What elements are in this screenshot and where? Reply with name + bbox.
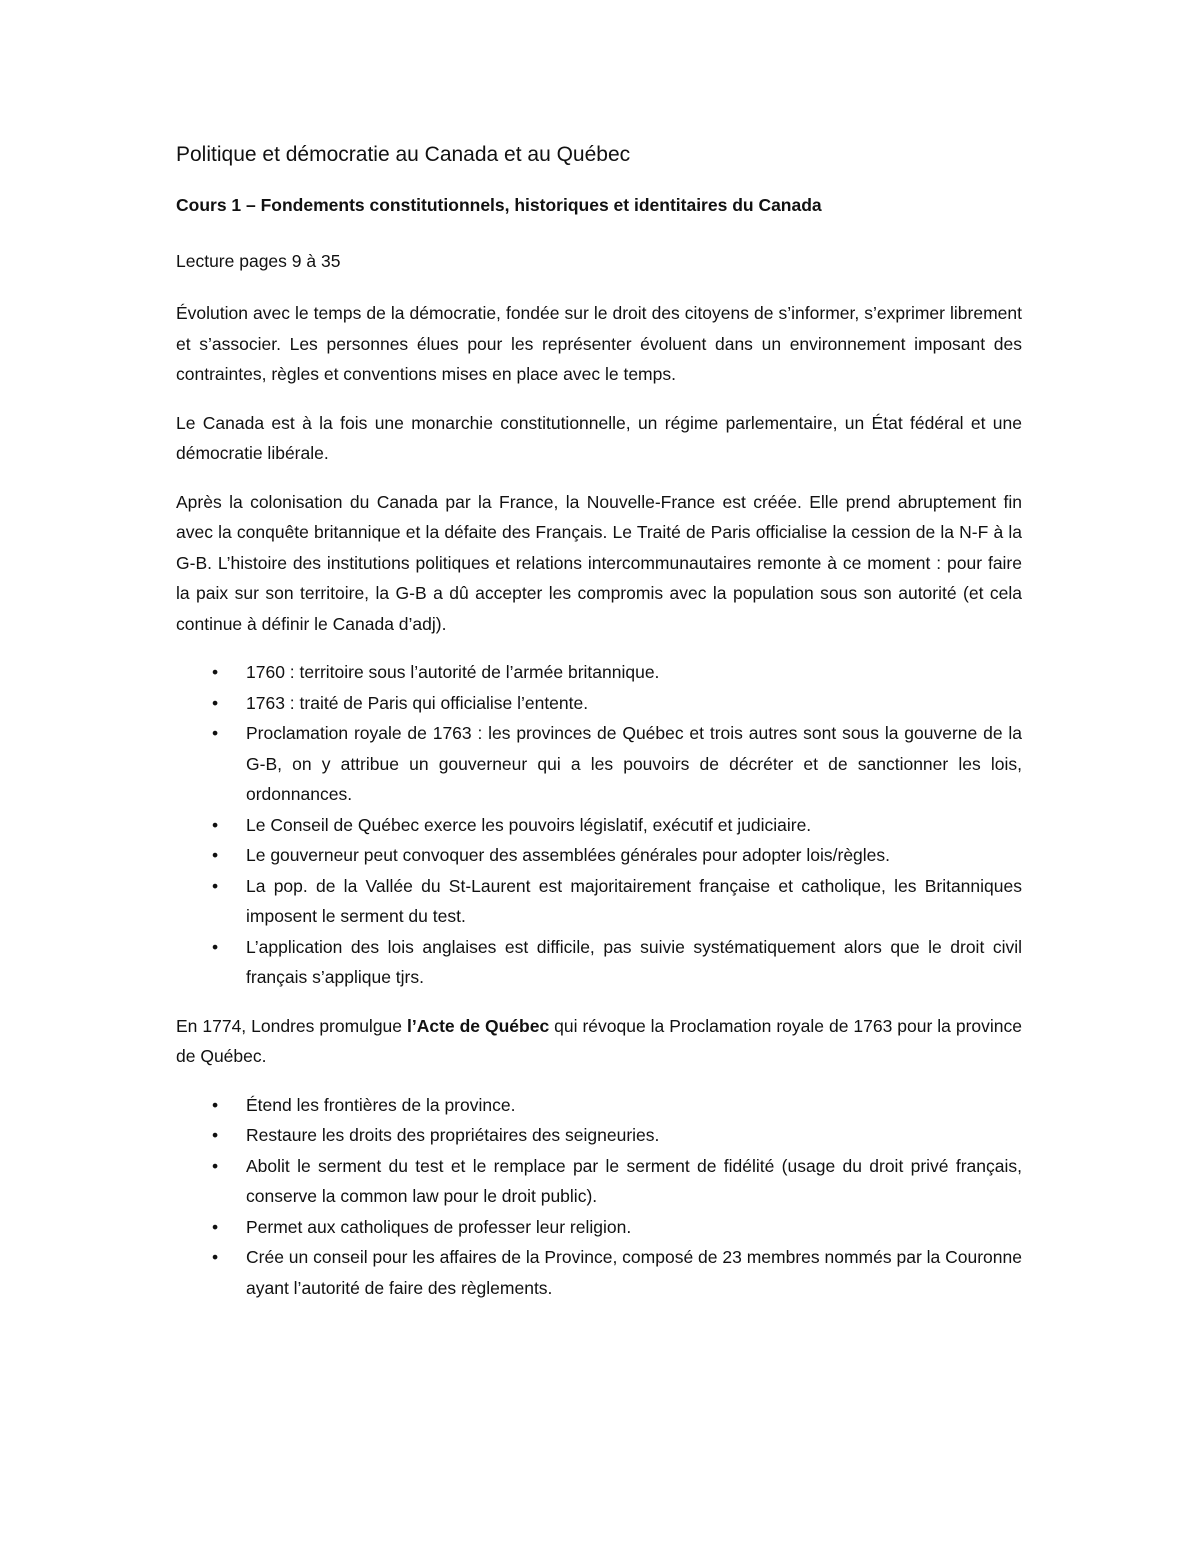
- list-item-text: L’application des lois anglaises est difficile, pas suivie systématiquement alors que le droit civil français s’applique tjrs.: [246, 936, 1022, 987]
- list-item: [176, 840, 1022, 871]
- bullet-icon: •: [212, 1216, 219, 1237]
- paragraph-canada-regime: Le Canada est à la fois une monarchie constitutionnelle, un régime parlementaire, un État fédéral et une démocratie libérale.: [176, 412, 1022, 463]
- list-item-text: Le Conseil de Québec exerce les pouvoirs législatif, exécutif et judiciaire.: [246, 814, 812, 835]
- list-item-text: Restaure les droits des propriétaires des seigneuries.: [246, 1125, 660, 1145]
- bullet-icon: •: [212, 814, 219, 835]
- list-item-text: Permet aux catholiques de professer leur religion.: [246, 1216, 632, 1237]
- list-item: [176, 688, 1022, 719]
- bullet-icon: •: [212, 1094, 219, 1115]
- bullet-icon: •: [212, 1247, 219, 1267]
- acte-text-before: En 1774, Londres promulgue: [176, 1015, 407, 1036]
- list-item: [176, 1120, 1022, 1151]
- bullet-icon: •: [212, 875, 219, 896]
- document-title: Politique et démocratie au Canada et au Québec: [176, 143, 631, 166]
- list-item-text: Proclamation royale de 1763 : les provinces de Québec et trois autres sont sous la gouverne de la G-B, on y attribue un gouverneur qui a les pouvoirs de décréter et de sanctionner les lois, ordonnances.: [246, 723, 1022, 804]
- reading-reference: Lecture pages 9 à 35: [176, 250, 341, 271]
- list-item: [176, 1212, 1022, 1243]
- acte-title-bold: l’Acte de Québec: [406, 1015, 550, 1036]
- bullet-icon: •: [212, 1125, 219, 1145]
- course-heading: Cours 1 – Fondements constitutionnels, historiques et identitaires du Canada: [176, 195, 822, 215]
- bullet-icon: •: [212, 723, 219, 743]
- acte-bullet-list: [176, 1090, 1022, 1304]
- list-item-text: Le gouverneur peut convoquer des assemblées générales pour adopter lois/règles.: [246, 845, 891, 865]
- bullet-icon: •: [212, 936, 219, 957]
- bullet-icon: •: [212, 692, 219, 713]
- list-item: [176, 810, 1022, 841]
- list-item: [176, 932, 1022, 993]
- paragraph-colonisation: Après la colonisation du Canada par la France, la Nouvelle-France est créée. Elle prend abruptement fin avec la conquête britannique et la défaite des Français. Le Traité de Paris officialise la cession de la N-F à la G-B. L’histoire des institutions politiques et relations intercommunautaires remonte à ce moment : pour faire la paix sur son territoire, la G-B a dû accepter les compromis avec la population sous son autorité (et cela continue à définir le Canada d’adj).: [176, 491, 1022, 634]
- list-item-text: Abolit le serment du test et le remplace par le serment de fidélité (usage du droit privé français, conserve la common law pour le droit public).: [246, 1155, 1022, 1206]
- bullet-icon: •: [212, 845, 219, 865]
- list-item: [176, 1151, 1022, 1212]
- list-item: [176, 1242, 1022, 1303]
- list-item-text: Crée un conseil pour les affaires de la Province, composé de 23 membres nommés par la Couronne ayant l’autorité de faire des règlements.: [246, 1247, 1022, 1298]
- list-item: [176, 1090, 1022, 1121]
- document-page: [176, 140, 1022, 1321]
- list-item: [176, 657, 1022, 688]
- list-item: [176, 871, 1022, 932]
- list-item: [176, 718, 1022, 810]
- paragraph-democracy: Évolution avec le temps de la démocratie, fondée sur le droit des citoyens de s’informer, s’exprimer librement et s’associer. Les personnes élues pour les représenter évoluent dans un environnement imposant des contraintes, règles et conventions mises en place avec le temps.: [176, 303, 1022, 384]
- list-item-text: La pop. de la Vallée du St-Laurent est majoritairement française et catholique, les Britanniques imposent le serment du test.: [246, 875, 1022, 926]
- paragraph-acte-de-quebec: [176, 1011, 1022, 1072]
- list-item-text: 1763 : traité de Paris qui officialise l’entente.: [246, 692, 589, 713]
- bullet-icon: •: [212, 662, 219, 682]
- list-item-text: Étend les frontières de la province.: [246, 1094, 516, 1115]
- bullet-icon: •: [212, 1155, 219, 1176]
- list-item-text: 1760 : territoire sous l’autorité de l’armée britannique.: [246, 662, 660, 682]
- history-bullet-list: [176, 657, 1022, 993]
- acte-text-after: qui révoque la Proclamation royale de 1763 pour la province de Québec.: [176, 1015, 1022, 1066]
